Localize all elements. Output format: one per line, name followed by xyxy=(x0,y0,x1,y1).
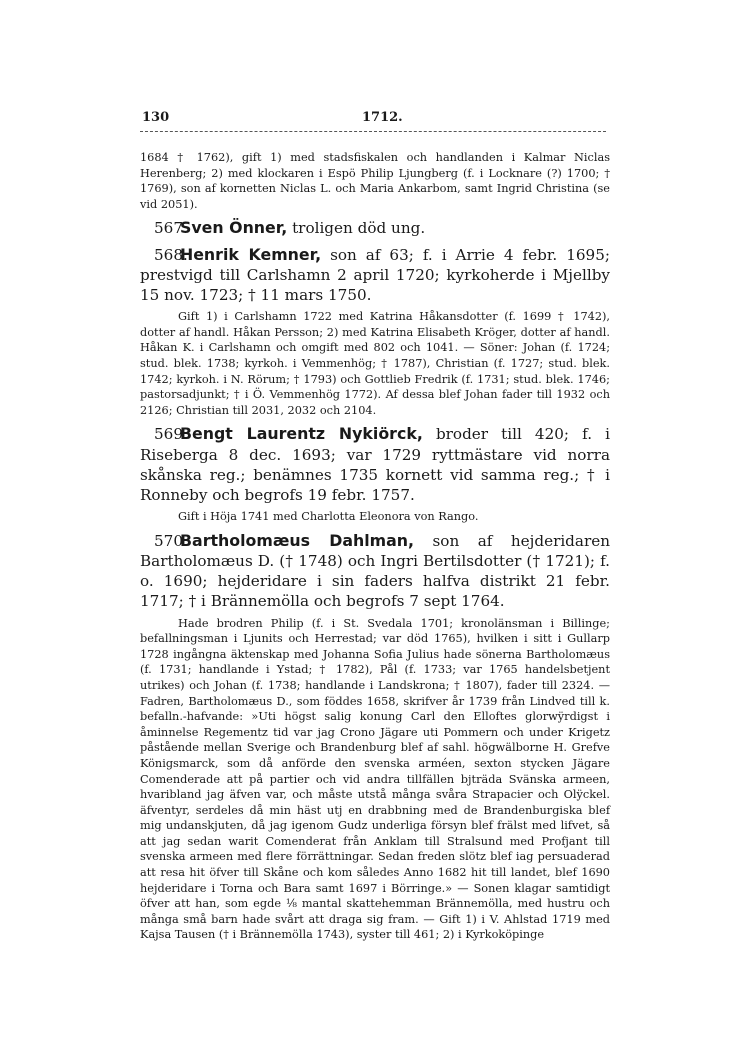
entry-name: Henrik Kemner, xyxy=(180,244,322,264)
entry-name: Bengt Laurentz Nykiörck, xyxy=(180,424,423,444)
entry-569-notes xyxy=(140,509,610,525)
entry-number: 569. xyxy=(154,425,188,444)
entry-number: 570. xyxy=(154,531,188,550)
page-number: 130 xyxy=(142,110,170,125)
entry-569 xyxy=(140,424,610,505)
running-year: 1712. xyxy=(362,110,403,125)
notes-text: Gift 1) i Carlshamn 1722 med Katrina Håkansdotter (f. 1699 † 1742), dotter af handl. Håkan Persson; 2) med Katrina Elisabeth Kröger, dotter af handl. Håkan K. i Carlshamn och omgift med 802 och 1041. — Söner: Johan (f. 1724; stud. blek. 1738; kyrkoh. i Vemmenhög; † 1787), Christian (f. 1727; stud. blek. 1742; kyrkoh. i N. Rörum; † 1793) och Gottlieb Fredrik (f. 1731; stud. blek. 1746; pastorsadjunkt; † i Ö. Vemmenhög 1772). Af dessa blef Johan fader till 1932 och 2126; Christian till 2031, 2032 och 2104. xyxy=(140,310,610,417)
entry-568-notes xyxy=(140,309,610,418)
entry-text: troligen död ung. xyxy=(287,219,426,238)
notes-text: Gift i Höja 1741 med Charlotta Eleonora von Rango. xyxy=(178,510,479,524)
entry-name: Bartholomæus Dahlman, xyxy=(180,530,415,550)
entry-text: son af 63; f. i Arrie 4 febr. 1695; prestvigd till Carlshamn 2 april 1720; kyrkoherde i Mjellby 15 nov. 1723; † 11 mars 1750. xyxy=(140,245,610,304)
entry-text: son af hejderidaren Bartholomæus D. († 1748) och Ingri Bertilsdotter († 1721); f. o. 1690; hejderidare i sin faders halfva distrikt 21 febr. 1717; † i Brännemölla och begrofs 7 sept 1764. xyxy=(140,531,610,611)
entry-570-notes xyxy=(140,616,610,943)
entry-text: broder till 420; f. i Riseberga 8 dec. 1693; var 1729 ryttmästare vid norra skånska reg.; benämnes 1735 kornett vid samma reg.; † i Ronneby och begrofs 19 febr. 1757. xyxy=(140,425,611,504)
notes-continuation xyxy=(140,150,610,212)
entry-570 xyxy=(140,531,610,612)
page-body xyxy=(140,150,610,947)
entry-number: 567. xyxy=(154,219,188,238)
notes-text: 1684 † 1762), gift 1) med stadsfiskalen och handlanden i Kalmar Niclas Herenberg; 2) med klockaren i Espö Philip Ljungberg (f. i Locknare (?) 1700; † 1769), son af kornetten Niclas L. och Maria Ankarbom, samt Ingrid Christina (se vid 2051). xyxy=(140,151,610,211)
entry-568 xyxy=(140,245,610,306)
page-header xyxy=(140,110,610,130)
header-rule xyxy=(140,131,606,132)
entry-name: Sven Önner, xyxy=(180,218,288,238)
entry-567 xyxy=(140,218,610,238)
entry-number: 568. xyxy=(154,245,188,264)
notes-text: Hade brodren Philip (f. i St. Svedala 1701; kronolänsman i Billinge; befallningsman i Ljunits och Herrestad; var död 1765), hvilken i sitt i Gullarp 1728 ingångna äktenskap med Johanna Sofia Julius hade sönerna Bartholomæus (f. 1731; handlande i Ystad; † 1782), Pål (f. 1733; var 1765 handelsbetjent utrikes) och Johan (f. 1738; handlande i Landskrona; † 1807), fader till 2324. — Fadren, Bartholomæus D., som föddes 1658, skrifver år 1739 från Lindved till k. befalln.-hafvande: »Uti högst salig konung Carl den Elloftes glorwÿrdigst i åminnelse Regementz tid var jag Crono Jägare uti Pommern och under Krigetz påstående mellan Sverige och Brandenburg blef af sahl. högwälborne H. Grefve Königsmarck, som då anförde den svenska arméen, sexton stycken Jägare Comenderade att på partier och vid andra tillfällen bjträda Svänska armeen, hvaribland jag äfven var, och måste utstå många svåra Strapacier och Olÿckel. äfventyr, serdeles då min häst utj en drabbning med de Brandenburgiska blef mig undanskjuten, då jag igenom Gudz underliga försyn blef frälst med lifvet, så att jag sedan warit Comenderat från Anklam till Stralsund med Profjant till svenska armeen med flere förrättningar. Sedan freden slötz blef iag persuaderad att resa hit öfver till Skåne och kom således Anno 1682 hit till landet, blef 1690 hejderidare i Torna och Bara samt 1697 i Börringe.» — Sonen klagar samtidigt öfver att han, som egde ⅛ mantal skattehemman Brännemölla, med hustru och många små barn hade svårt att draga sig fram. — Gift 1) i V. Ahlstad 1719 med Kajsa Tausen († i Brännemölla 1743), syster till 461; 2) i Kyrkoköpinge xyxy=(140,616,610,942)
